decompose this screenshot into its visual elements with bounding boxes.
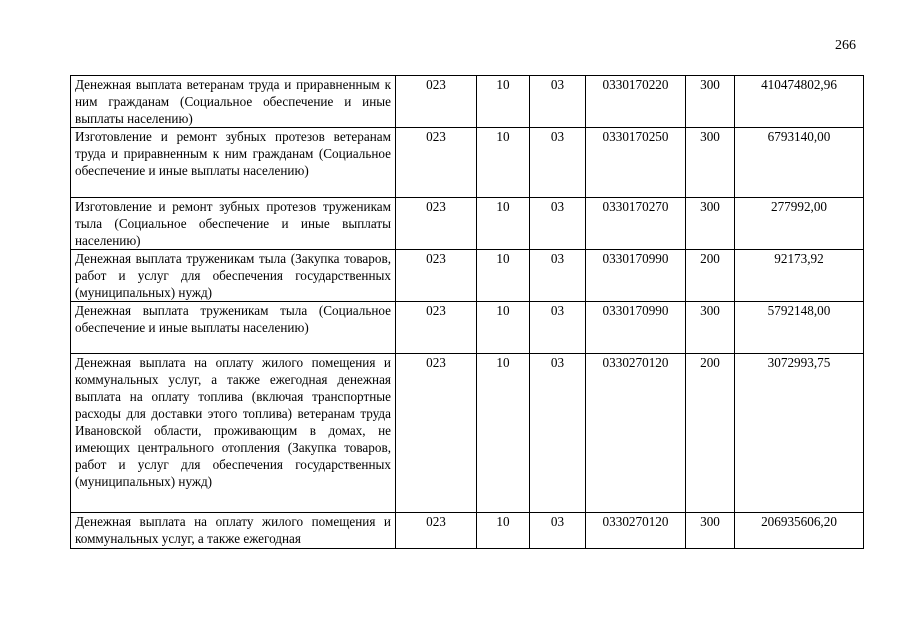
row-description: Денежная выплата ветеранам труда и приравненным к ним гражданам (Социальное обеспечение и иные выплаты населению) <box>71 76 396 128</box>
expense-type-code: 300 <box>686 513 735 549</box>
subsection-code: 03 <box>530 354 586 513</box>
expense-type-code: 300 <box>686 76 735 128</box>
subsection-code: 03 <box>530 513 586 549</box>
target-article-code: 0330170990 <box>586 250 686 302</box>
table-row <box>71 76 864 128</box>
ministry-code: 023 <box>396 198 477 250</box>
target-article-code: 0330270120 <box>586 354 686 513</box>
target-article-code: 0330170250 <box>586 128 686 198</box>
table-row <box>71 354 864 513</box>
row-description: Денежная выплата труженикам тыла (Закупка товаров, работ и услуг для обеспечения государственных (муниципальных) нужд) <box>71 250 396 302</box>
budget-table <box>70 75 864 549</box>
subsection-code: 03 <box>530 76 586 128</box>
section-code: 10 <box>477 76 530 128</box>
subsection-code: 03 <box>530 128 586 198</box>
ministry-code: 023 <box>396 302 477 354</box>
amount-value: 5792148,00 <box>735 302 864 354</box>
row-description: Денежная выплата на оплату жилого помещения и коммунальных услуг, а также ежегодная денежная выплата на оплату топлива (включая транспортные расходы для доставки этого топлива) ветеранам труда Ивановской области, проживающим в домах, не имеющих центрального отопления (Закупка товаров, работ и услуг для обеспечения государственных (муниципальных) нужд) <box>71 354 396 513</box>
amount-value: 3072993,75 <box>735 354 864 513</box>
target-article-code: 0330170220 <box>586 76 686 128</box>
expense-type-code: 300 <box>686 302 735 354</box>
expense-type-code: 200 <box>686 250 735 302</box>
amount-value: 206935606,20 <box>735 513 864 549</box>
section-code: 10 <box>477 513 530 549</box>
table-row <box>71 513 864 549</box>
table-row <box>71 302 864 354</box>
subsection-code: 03 <box>530 198 586 250</box>
row-description: Денежная выплата на оплату жилого помещения и коммунальных услуг, а также ежегодная <box>71 513 396 549</box>
ministry-code: 023 <box>396 128 477 198</box>
ministry-code: 023 <box>396 354 477 513</box>
table-body <box>71 76 864 549</box>
section-code: 10 <box>477 198 530 250</box>
ministry-code: 023 <box>396 250 477 302</box>
row-description: Изготовление и ремонт зубных протезов ветеранам труда и приравненным к ним гражданам (Социальное обеспечение и иные выплаты населению) <box>71 128 396 198</box>
expense-type-code: 300 <box>686 128 735 198</box>
expense-type-code: 200 <box>686 354 735 513</box>
target-article-code: 0330270120 <box>586 513 686 549</box>
table-row <box>71 128 864 198</box>
subsection-code: 03 <box>530 302 586 354</box>
table-row <box>71 198 864 250</box>
target-article-code: 0330170990 <box>586 302 686 354</box>
row-description: Денежная выплата труженикам тыла (Социальное обеспечение и иные выплаты населению) <box>71 302 396 354</box>
amount-value: 6793140,00 <box>735 128 864 198</box>
expense-type-code: 300 <box>686 198 735 250</box>
ministry-code: 023 <box>396 513 477 549</box>
amount-value: 92173,92 <box>735 250 864 302</box>
section-code: 10 <box>477 302 530 354</box>
row-description: Изготовление и ремонт зубных протезов труженикам тыла (Социальное обеспечение и иные выплаты населению) <box>71 198 396 250</box>
section-code: 10 <box>477 250 530 302</box>
page-number: 266 <box>835 38 856 53</box>
section-code: 10 <box>477 354 530 513</box>
section-code: 10 <box>477 128 530 198</box>
ministry-code: 023 <box>396 76 477 128</box>
target-article-code: 0330170270 <box>586 198 686 250</box>
subsection-code: 03 <box>530 250 586 302</box>
table-row <box>71 250 864 302</box>
amount-value: 277992,00 <box>735 198 864 250</box>
amount-value: 410474802,96 <box>735 76 864 128</box>
